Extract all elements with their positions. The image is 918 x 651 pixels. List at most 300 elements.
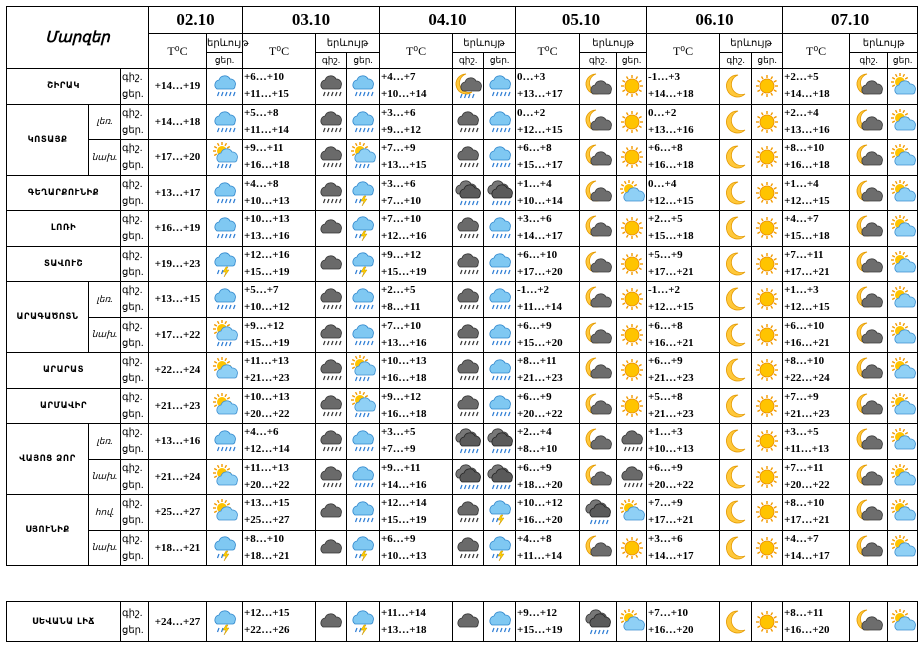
dark-cloud-icon — [317, 498, 345, 526]
temperature-range: +7…+10 +13…+16 — [380, 317, 453, 353]
weather-cell — [888, 246, 918, 282]
weather-cell — [850, 459, 888, 495]
dark-cloud-icon — [317, 214, 345, 242]
sun-icon — [618, 356, 646, 384]
rain-cloud-icon — [486, 356, 514, 384]
table-row — [7, 602, 918, 642]
weather-cell — [207, 424, 243, 460]
weather-cell — [720, 424, 752, 460]
night-day-labels: գիշ. ցեր. — [121, 530, 149, 566]
temperature-range: +8…+10 +16…+18 — [783, 140, 850, 176]
day-subheader: ցեր. — [347, 53, 380, 69]
phen-col-header: երևույթ — [580, 34, 647, 53]
temperature-range: +6…+9 +20…+22 — [647, 459, 720, 495]
weather-cell — [850, 140, 888, 176]
temperature-range: +2…+4 +13…+16 — [783, 104, 850, 140]
weather-cell — [347, 317, 380, 353]
temperature-range: +3…+6 +14…+17 — [647, 530, 720, 566]
weather-cell — [453, 282, 484, 318]
weather-cell — [752, 424, 783, 460]
sun-icon — [618, 143, 646, 171]
weather-cell — [207, 246, 243, 282]
dark-cloud-rain-icon — [454, 214, 482, 242]
heavy-rain-icon — [486, 179, 514, 207]
phen-col-header: երևույթ — [720, 34, 783, 53]
weather-cell — [720, 602, 752, 642]
temp-col-header: T⁰C — [783, 34, 850, 69]
rain-cloud-icon — [486, 285, 514, 313]
heavy-rain-icon — [454, 427, 482, 455]
temp-col-header: T⁰C — [243, 34, 316, 69]
day-temperature: +24…+27 — [149, 602, 207, 642]
weather-cell — [347, 104, 380, 140]
temperature-range: +4…+7 +14…+17 — [783, 530, 850, 566]
temperature-range: +5…+9 +17…+21 — [647, 246, 720, 282]
dark-cloud-rain-icon — [317, 108, 345, 136]
table-row — [7, 175, 918, 211]
date-header: 07.10 — [783, 7, 918, 34]
weather-cell — [752, 211, 783, 247]
temperature-range: -1…+2 +12…+15 — [647, 282, 720, 318]
night-day-labels: գիշ. ցեր. — [121, 317, 149, 353]
weather-cell — [850, 495, 888, 531]
table-row — [7, 211, 918, 247]
dark-cloud-rain-icon — [454, 108, 482, 136]
sun-icon — [753, 356, 781, 384]
dark-cloud-rain-icon — [317, 392, 345, 420]
weather-cell — [850, 388, 888, 424]
moon-icon — [722, 214, 750, 242]
weather-cell — [888, 211, 918, 247]
temperature-range: +11…+13 +20…+22 — [243, 459, 316, 495]
weather-cell — [207, 602, 243, 642]
sun-rain-icon — [211, 143, 239, 171]
weather-cell — [347, 69, 380, 105]
sun-icon — [618, 214, 646, 242]
temperature-range: +8…+10 +18…+21 — [243, 530, 316, 566]
moon-icon — [722, 356, 750, 384]
night-day-labels: գիշ. ցեր. — [121, 104, 149, 140]
weather-cell — [580, 495, 617, 531]
weather-cell — [850, 104, 888, 140]
moon-cloud-icon — [855, 392, 883, 420]
storm-cloud-icon — [486, 498, 514, 526]
dark-cloud-rain-icon — [454, 534, 482, 562]
moon-cloud-icon — [584, 356, 612, 384]
weather-cell — [720, 140, 752, 176]
weather-cell — [580, 602, 617, 642]
weather-cell — [484, 602, 516, 642]
temperature-range: +2…+5 +8…+11 — [380, 282, 453, 318]
weather-cell — [453, 388, 484, 424]
temperature-range: +3…+6 +9…+12 — [380, 104, 453, 140]
sun-cloud-icon — [618, 179, 646, 207]
storm-cloud-icon — [349, 214, 377, 242]
night-subheader: գիշ. — [580, 53, 617, 69]
dark-cloud-rain-icon — [454, 321, 482, 349]
moon-cloud-icon — [584, 285, 612, 313]
moon-cloud-icon — [584, 534, 612, 562]
weather-cell — [453, 530, 484, 566]
weather-cell — [580, 211, 617, 247]
sun-icon — [618, 392, 646, 420]
temperature-range: +6…+9 +21…+23 — [647, 353, 720, 389]
weather-cell — [752, 175, 783, 211]
sun-cloud-icon — [889, 392, 917, 420]
temperature-range: +9…+12 +15…+19 — [380, 246, 453, 282]
weather-cell — [720, 459, 752, 495]
weather-cell — [484, 175, 516, 211]
table-row — [7, 317, 918, 353]
weather-cell — [720, 69, 752, 105]
dark-cloud-rain-icon — [454, 356, 482, 384]
weather-cell — [453, 104, 484, 140]
weather-cell — [617, 530, 647, 566]
weather-cell — [347, 140, 380, 176]
temperature-range: +5…+8 +11…+14 — [243, 104, 316, 140]
weather-cell — [850, 530, 888, 566]
weather-cell — [347, 602, 380, 642]
moon-cloud-icon — [855, 356, 883, 384]
temperature-range: +7…+9 +21…+23 — [783, 388, 850, 424]
moon-cloud-icon — [584, 143, 612, 171]
weather-cell — [888, 175, 918, 211]
day-temperature: +25…+27 — [149, 495, 207, 531]
moon-cloud-rain-icon — [454, 72, 482, 100]
weather-cell — [850, 69, 888, 105]
sun-icon — [753, 285, 781, 313]
temperature-range: +6…+8 +15…+17 — [516, 140, 580, 176]
table-row — [7, 246, 918, 282]
weather-cell — [580, 424, 617, 460]
weather-cell — [207, 388, 243, 424]
sun-icon — [753, 250, 781, 278]
weather-cell — [316, 353, 347, 389]
dark-cloud-rain-icon — [454, 498, 482, 526]
weather-cell — [617, 69, 647, 105]
day-temperature: +19…+23 — [149, 246, 207, 282]
weather-cell — [484, 459, 516, 495]
subregion-label: նախ. — [89, 140, 121, 176]
weather-cell — [580, 317, 617, 353]
weather-cell — [207, 140, 243, 176]
weather-cell — [850, 246, 888, 282]
weather-cell — [347, 530, 380, 566]
weather-cell — [484, 104, 516, 140]
weather-cell — [888, 459, 918, 495]
region-name: ՏԱՎՈՒՇ — [7, 246, 121, 282]
sun-icon — [753, 498, 781, 526]
temperature-range: +8…+10 +17…+21 — [783, 495, 850, 531]
sun-cloud-icon — [889, 608, 917, 636]
temperature-range: +3…+6 +7…+10 — [380, 175, 453, 211]
temperature-range: +1…+3 +12…+15 — [783, 282, 850, 318]
weather-cell — [484, 282, 516, 318]
weather-cell — [888, 69, 918, 105]
moon-cloud-icon — [584, 72, 612, 100]
sun-rain-icon — [349, 356, 377, 384]
temperature-range: +7…+11 +20…+22 — [783, 459, 850, 495]
weather-cell — [347, 495, 380, 531]
day-temperature: +21…+23 — [149, 388, 207, 424]
moon-icon — [722, 608, 750, 636]
sun-cloud-icon — [889, 72, 917, 100]
night-subheader: գիշ. — [453, 53, 484, 69]
day-temperature: +17…+22 — [149, 317, 207, 353]
temperature-range: +12…+14 +15…+19 — [380, 495, 453, 531]
weather-cell — [720, 388, 752, 424]
date-header: 06.10 — [647, 7, 783, 34]
weather-cell — [752, 282, 783, 318]
rain-cloud-icon — [211, 285, 239, 313]
dark-cloud-rain-icon — [454, 250, 482, 278]
sun-icon — [618, 534, 646, 562]
weather-cell — [316, 175, 347, 211]
rain-cloud-icon — [486, 250, 514, 278]
temperature-range: +2…+5 +14…+18 — [783, 69, 850, 105]
temperature-range: +7…+10 +12…+16 — [380, 211, 453, 247]
weather-cell — [453, 602, 484, 642]
moon-cloud-icon — [584, 179, 612, 207]
weather-cell — [720, 530, 752, 566]
weather-cell — [888, 317, 918, 353]
temperature-range: +1…+4 +10…+14 — [516, 175, 580, 211]
sun-icon — [618, 108, 646, 136]
temperature-range: +12…+16 +15…+19 — [243, 246, 316, 282]
weather-cell — [453, 424, 484, 460]
rain-cloud-icon — [349, 72, 377, 100]
temperature-range: +2…+4 +8…+10 — [516, 424, 580, 460]
temperature-range: +10…+13 +20…+22 — [243, 388, 316, 424]
weather-cell — [316, 317, 347, 353]
weather-cell — [752, 495, 783, 531]
temperature-range: +1…+3 +10…+13 — [647, 424, 720, 460]
dark-cloud-rain-icon — [317, 285, 345, 313]
dark-cloud-rain-icon — [317, 321, 345, 349]
heavy-rain-icon — [584, 608, 612, 636]
weather-cell — [720, 246, 752, 282]
weather-cell — [316, 530, 347, 566]
weather-cell — [850, 282, 888, 318]
dark-cloud-icon — [317, 534, 345, 562]
weather-cell — [316, 246, 347, 282]
sun-icon — [753, 214, 781, 242]
moon-icon — [722, 463, 750, 491]
weather-cell — [316, 104, 347, 140]
weather-cell — [484, 424, 516, 460]
sun-icon — [618, 72, 646, 100]
temperature-range: +7…+9 +13…+15 — [380, 140, 453, 176]
night-day-labels: գիշ. ցեր. — [121, 459, 149, 495]
sun-cloud-icon — [889, 214, 917, 242]
weather-cell — [484, 317, 516, 353]
weather-cell — [347, 424, 380, 460]
rain-cloud-icon — [486, 72, 514, 100]
rain-cloud-icon — [211, 427, 239, 455]
moon-icon — [722, 534, 750, 562]
day-temperature: +13…+15 — [149, 282, 207, 318]
weather-cell — [347, 353, 380, 389]
weather-cell — [484, 353, 516, 389]
weather-cell — [617, 317, 647, 353]
moon-icon — [722, 498, 750, 526]
weather-cell — [752, 353, 783, 389]
temp-col-header: T⁰C — [380, 34, 453, 69]
dark-cloud-rain-icon — [618, 463, 646, 491]
temperature-range: +7…+11 +17…+21 — [783, 246, 850, 282]
rain-cloud-icon — [349, 463, 377, 491]
temperature-range: +5…+8 +21…+23 — [647, 388, 720, 424]
storm-cloud-icon — [349, 534, 377, 562]
night-day-labels: գիշ. ցեր. — [121, 69, 149, 105]
moon-cloud-icon — [855, 321, 883, 349]
weather-cell — [453, 211, 484, 247]
dark-cloud-icon — [454, 608, 482, 636]
temperature-range: +10…+13 +16…+18 — [380, 353, 453, 389]
dark-cloud-rain-icon — [454, 285, 482, 313]
rain-cloud-icon — [211, 179, 239, 207]
weather-cell — [617, 602, 647, 642]
temperature-range: +6…+9 +18…+20 — [516, 459, 580, 495]
weather-cell — [453, 459, 484, 495]
day-subheader: ցեր. — [484, 53, 516, 69]
weather-cell — [347, 459, 380, 495]
temperature-range: +6…+9 +10…+13 — [380, 530, 453, 566]
weather-cell — [888, 495, 918, 531]
temperature-range: +3…+5 +11…+13 — [783, 424, 850, 460]
weather-cell — [720, 211, 752, 247]
moon-cloud-icon — [584, 321, 612, 349]
weather-cell — [617, 388, 647, 424]
heavy-rain-icon — [454, 179, 482, 207]
weather-cell — [720, 104, 752, 140]
weather-cell — [580, 530, 617, 566]
subregion-label: նախ. — [89, 459, 121, 495]
sun-icon — [753, 463, 781, 491]
moon-cloud-icon — [855, 463, 883, 491]
weather-cell — [752, 530, 783, 566]
temp-col-header: T⁰C — [149, 34, 207, 69]
weather-cell — [484, 246, 516, 282]
temperature-range: +13…+15 +25…+27 — [243, 495, 316, 531]
table-row — [7, 69, 918, 105]
rain-cloud-icon — [349, 498, 377, 526]
rain-cloud-icon — [349, 108, 377, 136]
table-row — [7, 140, 918, 176]
weather-cell — [617, 211, 647, 247]
temperature-range: +4…+6 +12…+14 — [243, 424, 316, 460]
temperature-range: 0…+4 +12…+15 — [647, 175, 720, 211]
weather-cell — [580, 459, 617, 495]
temperature-range: +5…+7 +10…+12 — [243, 282, 316, 318]
weather-cell — [580, 140, 617, 176]
weather-cell — [207, 530, 243, 566]
temperature-range: +6…+10 +17…+20 — [516, 246, 580, 282]
weather-cell — [453, 317, 484, 353]
temperature-range: +4…+8 +11…+14 — [516, 530, 580, 566]
lake-sevan-table — [6, 601, 918, 642]
sun-cloud-icon — [889, 463, 917, 491]
dark-cloud-rain-icon — [317, 356, 345, 384]
storm-cloud-icon — [349, 179, 377, 207]
night-day-labels: գիշ. ցեր. — [121, 424, 149, 460]
weather-cell — [580, 282, 617, 318]
moon-icon — [722, 250, 750, 278]
weather-cell — [752, 459, 783, 495]
night-day-labels: գիշ. ցեր. — [121, 211, 149, 247]
rain-cloud-icon — [486, 108, 514, 136]
sun-cloud-icon — [211, 356, 239, 384]
weather-cell — [316, 211, 347, 247]
rain-cloud-icon — [486, 214, 514, 242]
moon-icon — [722, 72, 750, 100]
temperature-range: +9…+11 +14…+16 — [380, 459, 453, 495]
weather-cell — [752, 104, 783, 140]
weather-cell — [888, 353, 918, 389]
date-header: 04.10 — [380, 7, 516, 34]
weather-cell — [720, 495, 752, 531]
weather-cell — [720, 353, 752, 389]
temperature-range: 0…+2 +13…+16 — [647, 104, 720, 140]
day-temperature: +22…+24 — [149, 353, 207, 389]
weather-cell — [316, 140, 347, 176]
night-day-labels: գիշ. ցեր. — [121, 602, 149, 642]
weather-cell — [888, 530, 918, 566]
sun-cloud-icon — [211, 392, 239, 420]
dark-cloud-rain-icon — [317, 463, 345, 491]
rain-cloud-icon — [211, 108, 239, 136]
temperature-range: +2…+5 +15…+18 — [647, 211, 720, 247]
moon-icon — [722, 321, 750, 349]
weather-cell — [888, 140, 918, 176]
weather-cell — [617, 459, 647, 495]
day-temperature: +14…+19 — [149, 69, 207, 105]
subregion-label: հով. — [89, 495, 121, 531]
weather-cell — [453, 246, 484, 282]
weather-cell — [347, 211, 380, 247]
weather-cell — [207, 69, 243, 105]
region-name: ՍՅՈՒՆԻՔ — [7, 495, 89, 566]
moon-cloud-icon — [855, 214, 883, 242]
day-temperature: +16…+19 — [149, 211, 207, 247]
weather-cell — [316, 459, 347, 495]
day-temperature: +18…+21 — [149, 530, 207, 566]
weather-cell — [580, 69, 617, 105]
temperature-range: +4…+8 +10…+13 — [243, 175, 316, 211]
phen-col-header: երևույթ — [316, 34, 380, 53]
storm-cloud-icon — [349, 608, 377, 636]
table-row — [7, 388, 918, 424]
weather-cell — [850, 317, 888, 353]
sun-cloud-icon — [889, 356, 917, 384]
region-name: ՍԵՎԱՆԱ ԼԻՃ — [7, 602, 121, 642]
storm-cloud-icon — [486, 534, 514, 562]
rain-cloud-icon — [486, 143, 514, 171]
storm-cloud-icon — [211, 608, 239, 636]
sun-cloud-icon — [889, 498, 917, 526]
sun-cloud-icon — [889, 250, 917, 278]
dark-cloud-rain-icon — [454, 143, 482, 171]
temperature-range: +12…+15 +22…+26 — [243, 602, 316, 642]
weather-cell — [888, 104, 918, 140]
temperature-range: +6…+8 +16…+21 — [647, 317, 720, 353]
weather-cell — [752, 388, 783, 424]
sun-icon — [753, 608, 781, 636]
region-name: ԱՐՄԱՎԻՐ — [7, 388, 121, 424]
moon-cloud-icon — [855, 427, 883, 455]
sun-icon — [618, 285, 646, 313]
weather-cell — [207, 353, 243, 389]
